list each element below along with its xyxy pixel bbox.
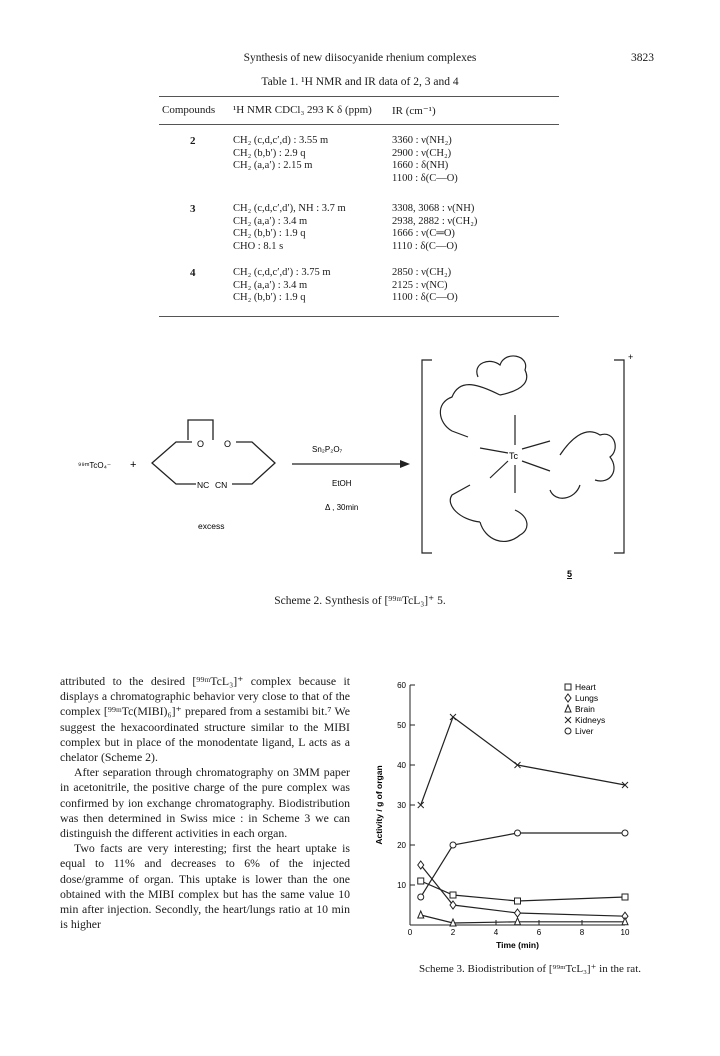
table-bottom-rule [159,316,559,317]
ligand-isocyanide: CN [215,480,228,490]
table-row-compound: 3 [190,203,196,215]
data-point-heart [622,894,628,900]
ir-entry: 1660 : δ(NH) [392,160,449,171]
y-axis-title: Activity / g of organ [374,765,384,845]
product-bracket-right [614,360,624,553]
legend-label-lungs: Lungs [575,693,599,703]
legend-marker-heart [565,684,571,690]
ir-entry: 2900 : ν(CH₂) [392,147,452,159]
legend-label-liver: Liver [575,726,594,736]
data-point-liver [418,894,424,900]
x-tick-label: 10 [620,928,630,937]
table-header-nmr: ¹H NMR CDCl₃ 293 K δ (ppm) [233,104,372,116]
table-header-compounds: Compounds [162,104,216,116]
product-charge: + [628,352,634,362]
nmr-entry: CH₂ (a,a′) : 3.4 m [233,279,308,291]
x-axis-title: Time (min) [496,940,539,950]
table-header-ir: IR (cm⁻¹) [392,105,436,117]
data-point-liver [515,830,521,836]
nmr-entry: CH₂ (b,b′) : 2.9 q [233,147,306,159]
ir-entry: 3308, 3068 : ν(NH) [392,203,475,214]
data-point-kidneys [418,802,424,808]
biodistribution-chart [370,675,670,960]
reaction-arrow-head [400,460,410,468]
x-tick-label: 4 [493,928,499,937]
legend-label-heart: Heart [575,682,596,692]
nmr-entry: CH₂ (b,b′) : 1.9 q [233,228,306,239]
nmr-entry: CH₂ (b,b′) : 1.9 q [233,292,306,303]
data-point-liver [450,842,456,848]
table-row-ir [392,203,477,253]
data-point-heart [515,898,521,904]
y-tick-label: 20 [397,841,406,850]
scheme3-caption: Scheme 3. Biodistribution of [⁹⁹ᵐTcL₃]⁺ in the rat. [418,963,641,975]
ligand-isocyanide: NC [197,480,210,490]
y-tick-label: 40 [397,761,406,770]
table-row-compound: 2 [190,135,196,147]
legend-label-brain: Brain [575,704,595,714]
ir-entry: 1666 : ν(C═O) [392,228,455,239]
reagent-label: Sn₂P₂O₇ [312,445,343,454]
solvent-label: EtOH [332,479,352,488]
table-top-rule [159,96,559,97]
table-header-rule [159,124,559,125]
legend-marker-liver [565,728,571,734]
body-paragraph: Two facts are very interesting; first the heart uptake is equal to 11% and decreases to 6% of the injected dose/gramme of organ. This uptake is lower than the one obtained with the MIBI complex but has the same value 10 min after injection. Secondly, the heart/lungs ratio at 10 min is higher [60,841,350,932]
tc-complex [440,356,615,541]
reactant-label: ⁹⁹ᵐTcO₄⁻ [78,461,112,470]
compound-number: 5 [567,569,573,579]
ligand-oxygen: O [224,439,232,449]
ir-entry: 1100 : δ(C—O) [392,172,458,184]
table-row-ir [392,135,458,185]
table-row-nmr [233,203,346,253]
table-row-compound: 4 [190,267,196,279]
x-tick-label: 2 [450,928,456,937]
body-paragraph: After separation through chromatography on 3MM paper in acetonitrile, the positive charge of the pure complex was confirmed by ion exchange chromatography. Biodistribution was then determined in Swiss mice : in Scheme 3 we can distinguish the different activities in each organ. [60,765,350,841]
nmr-entry: CH₂ (c,d,c′,d) : 3.55 m [233,135,329,146]
chart-legend [565,682,605,736]
excess-label: excess [198,521,225,531]
series-line-lungs [421,865,625,916]
crown-ligand [152,420,275,484]
product-bracket-left [422,360,432,553]
y-tick-label: 30 [397,801,406,810]
conditions-label: Δ , 30min [325,503,359,512]
ir-entry: 1110 : δ(C—O) [392,240,458,252]
y-tick-label: 50 [397,721,406,730]
ir-entry: 2938, 2882 : ν(CH₂) [392,215,478,227]
nmr-entry: CH₂ (c,d,c′,d′), NH : 3.7 m [233,203,346,214]
y-tick-label: 10 [397,881,406,890]
nmr-entry: CH₂ (a,a′) : 2.15 m [233,160,313,171]
scheme2-figure [60,345,660,585]
y-tick-label: 60 [397,681,406,690]
data-point-heart [418,878,424,884]
plus-sign: + [130,459,137,471]
ir-entry: 2850 : ν(CH₂) [392,267,452,278]
data-point-liver [622,830,628,836]
x-tick-label: 8 [579,928,585,937]
ir-entry: 2125 : ν(NC) [392,279,448,291]
table-row-nmr [233,267,331,305]
metal-center: Tc [509,451,518,461]
data-point-lungs [515,909,521,917]
legend-marker-brain [565,705,571,712]
table-caption: Table 1. ¹H NMR and IR data of 2, 3 and 4 [261,76,459,88]
body-paragraph: attributed to the desired [⁹⁹ᵐTcL₃]⁺ complex because it displays a chromatographic behavior very close to that of the complex [⁹⁹ᵐTc(MIBI)₆]⁺ prepared from a sestamibi bit.⁷ We suggest the hexacoordinated structure similar to the MIBI complex but in place of the monodentate ligand, L acts as a chelator (Scheme 2). [60,674,350,765]
scheme2-caption: Scheme 2. Synthesis of [⁹⁹ᵐTcL₃]⁺ 5. [274,595,446,607]
legend-marker-lungs [565,694,571,702]
nmr-entry: CHO : 8.1 s [233,240,284,252]
x-tick-label: 6 [536,928,542,937]
x-tick-label: 0 [407,928,413,937]
legend-label-kidneys: Kidneys [575,715,606,725]
data-point-heart [450,892,456,898]
running-title: Synthesis of new diisocyanide rhenium complexes [243,52,477,64]
data-point-brain [418,911,424,918]
body-text [60,674,350,932]
ligand-oxygen: O [197,439,205,449]
ir-entry: 3360 : ν(NH₂) [392,135,452,146]
nmr-entry: CH₂ (c,d,c′,d′) : 3.75 m [233,267,331,278]
legend-marker-kidneys [565,717,571,723]
data-point-kidneys [450,714,456,720]
table-row-ir [392,267,458,305]
series-line-kidneys [421,717,625,805]
nmr-entry: CH₂ (a,a′) : 3.4 m [233,215,308,227]
page-number: 3823 [631,52,654,64]
table-row-nmr [233,135,328,173]
chart-series [418,714,628,926]
ir-entry: 1100 : δ(C—O) [392,292,458,303]
